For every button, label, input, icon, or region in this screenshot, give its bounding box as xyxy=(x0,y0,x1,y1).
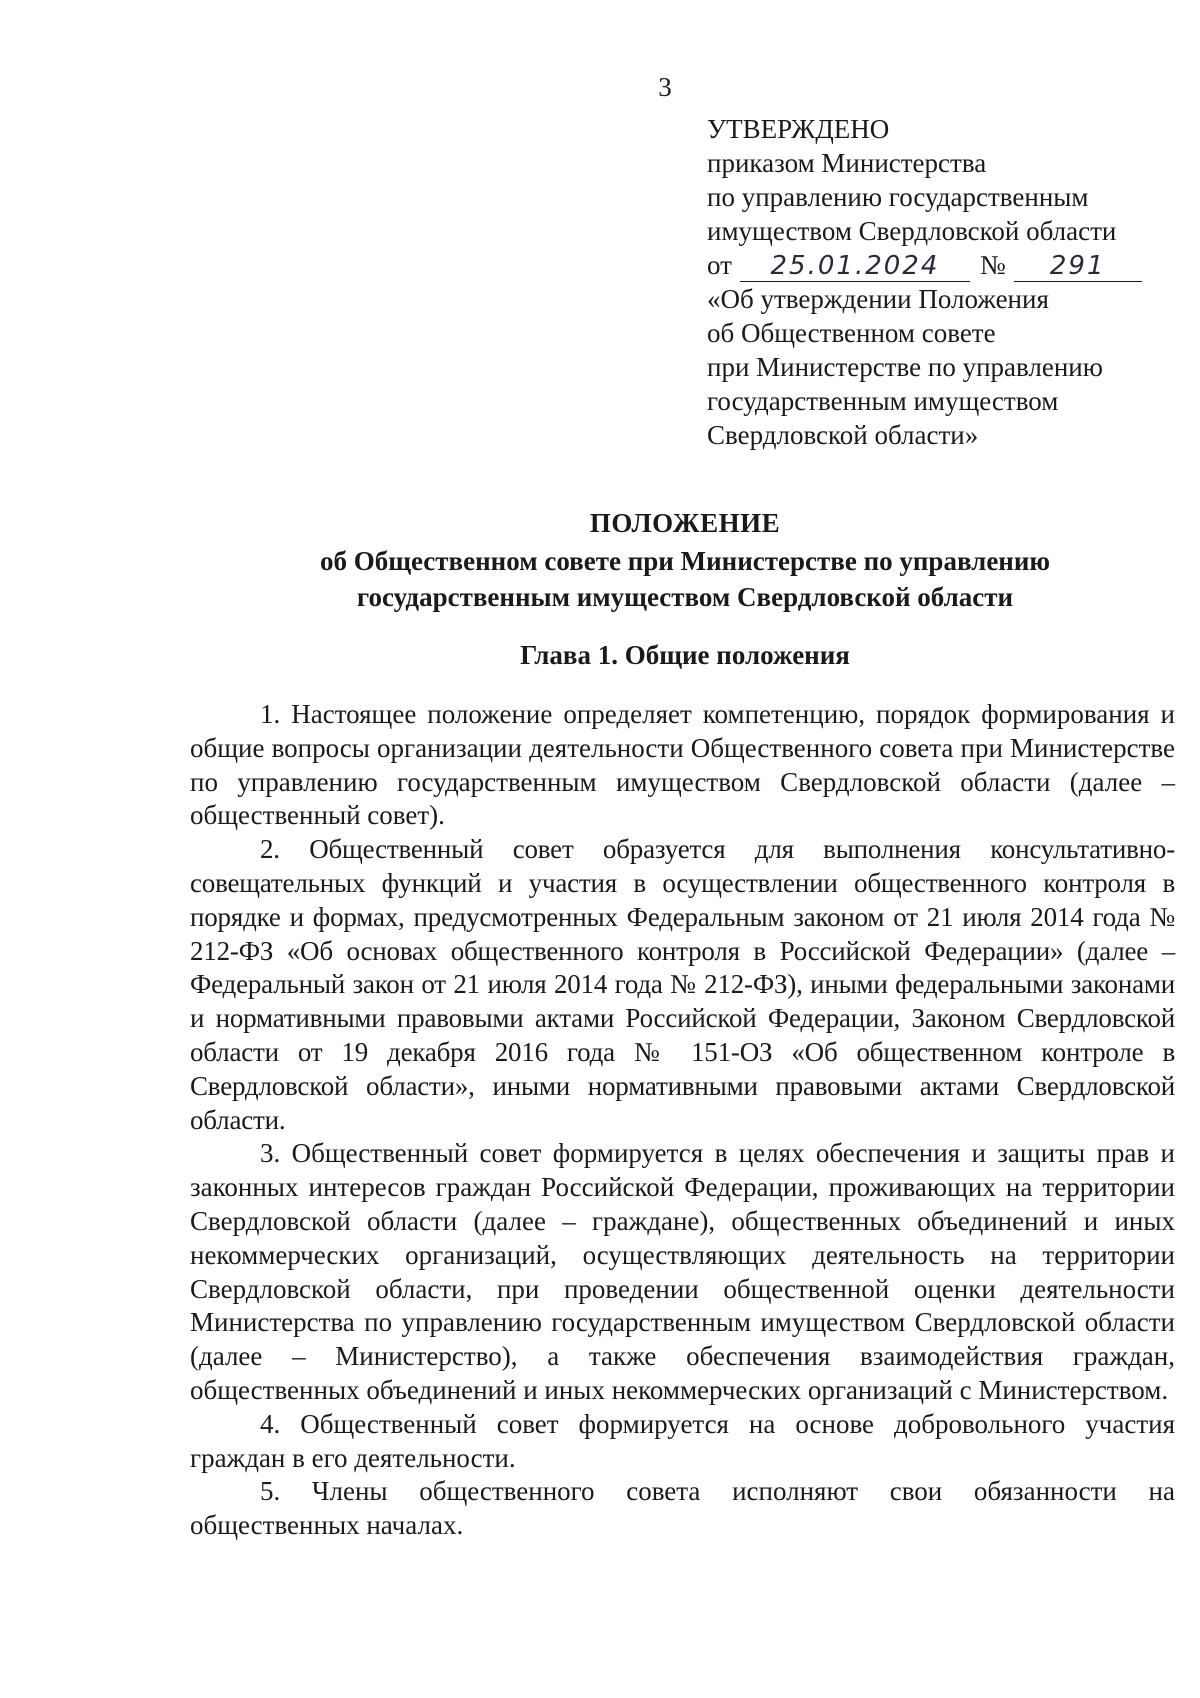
page-number: 3 xyxy=(658,72,672,102)
paragraph-2: 2. Общественный совет образуется для выполнения консультативно-совещательных функций и участия в осуществлении общественного контроля в порядке и формах, предусмотренных Федеральным законом от 21 июля 2014 года № 212-ФЗ «Об основах общественного контроля в Российской Федерации» (далее – Федеральный закон от 21 июля 2014 года № 212-ФЗ), иными федеральными законами и нормативными правовыми актами Российской Федерации, Законом Свердловской области от 19 декабря 2016 года № 151-ОЗ «Об общественном контроле в Свердловской области», иными нормативными правовыми актами Свердловской области. xyxy=(190,834,1175,1135)
approval-block xyxy=(707,112,1177,452)
subject-line: об Общественном совете xyxy=(707,318,996,348)
chapter-heading: Глава 1. Общие положения xyxy=(520,640,850,670)
title-main: ПОЛОЖЕНИЕ xyxy=(589,508,781,538)
paragraph-4: 4. Общественный совет формируется на основе добровольного участия граждан в его деятельности. xyxy=(190,1408,1175,1473)
approval-line: имуществом Свердловской области xyxy=(707,216,1117,246)
date-prefix: от xyxy=(707,250,732,280)
body-text xyxy=(190,698,1175,1543)
handwritten-date: 25.01.2024 xyxy=(740,251,970,282)
subject-line: при Министерстве по управлению xyxy=(707,352,1103,382)
subject-line: Свердловской области» xyxy=(707,420,979,450)
paragraph-3: 3. Общественный совет формируется в целях обеспечения и защиты прав и законных интересов граждан Российской Федерации, проживающих на территории Свердловской области (далее – граждане), общественных объединений и иных некоммерческих организаций, осуществляющих деятельность на территории Свердловской области, при проведении общественной оценки деятельности Министерства по управлению государственным имуществом Свердловской области (далее – Министерство), а также обеспечения взаимодействия граждан, общественных объединений и иных некоммерческих организаций с Министерством. xyxy=(190,1138,1175,1405)
title-subtitle-line-1: об Общественном совете при Министерстве по управлению xyxy=(319,546,1051,576)
paragraph-1: 1. Настоящее положение определяет компетенцию, порядок формирования и общие вопросы организации деятельности Общественного совета при Министерстве по управлению государственным имуществом Свердловской области (далее – общественный совет). xyxy=(190,699,1175,831)
order-date-number-line xyxy=(707,248,1177,282)
number-sign: № xyxy=(979,250,1006,280)
handwritten-number: 291 xyxy=(1014,251,1142,282)
subject-line: «Об утверждении Положения xyxy=(707,284,1049,314)
title-subtitle-line-2: государственным имуществом Свердловской области xyxy=(356,582,1014,612)
approval-line: приказом Министерства xyxy=(707,148,987,178)
approval-heading: УТВЕРЖДЕНО xyxy=(707,114,890,144)
subject-line: государственным имуществом xyxy=(707,386,1059,416)
paragraph-5: 5. Члены общественного совета исполняют свои обязанности на общественных началах. xyxy=(190,1476,1175,1541)
document-title xyxy=(190,505,1180,615)
approval-line: по управлению государственным xyxy=(707,182,1089,212)
